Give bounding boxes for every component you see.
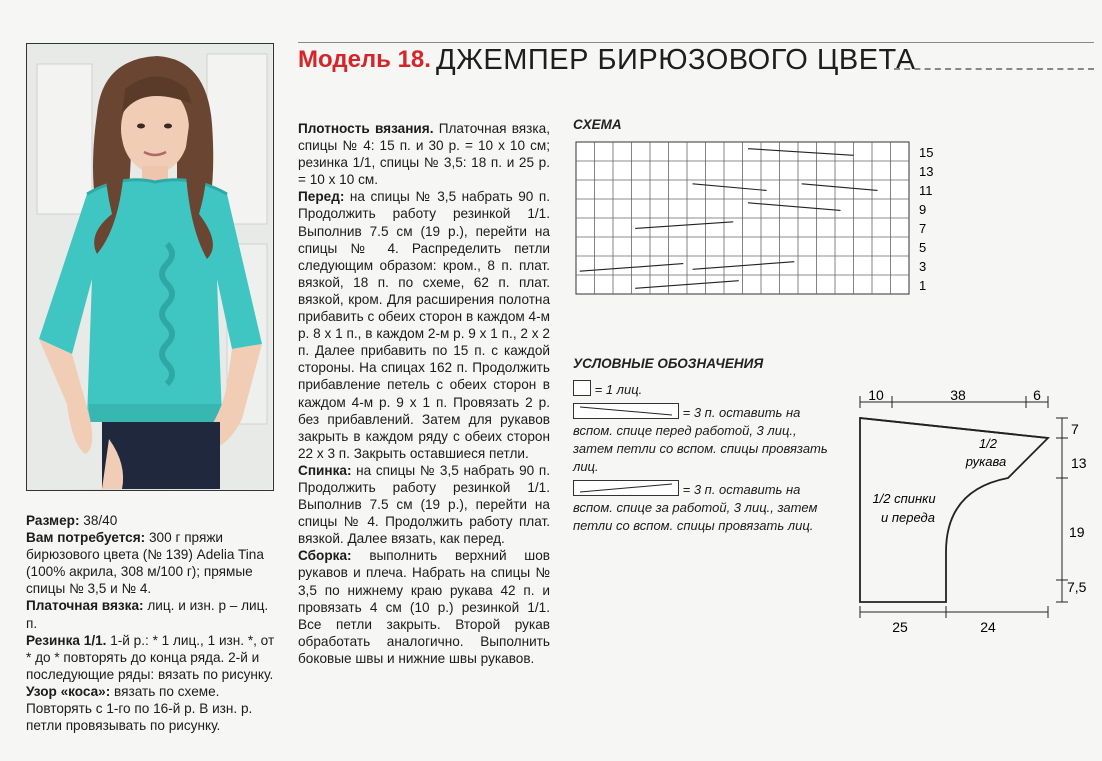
dim-right-3: 19 [1069, 524, 1085, 540]
legend-heading: УСЛОВНЫЕ ОБОЗНАЧЕНИЯ [573, 356, 764, 371]
back-value: на спицы № 3,5 набрать 90 п. Продолжить работу резинкой 1/1. Выполнив 7.5 см (19 р.), перейти на спицы № 4. Продолжить работу плат. вязкой. Далее вязать, как перед. [298, 462, 550, 547]
gauge-paragraph [298, 120, 550, 188]
back-label: Спинка: [298, 462, 352, 478]
pattern-diagram [848, 380, 1098, 640]
back-paragraph [298, 462, 550, 547]
cable-value: вязать по схеме. Повторять с 1-го по 16-й р. В изн. р. петли провязывать по рисунку. [26, 683, 253, 734]
knit-stitch-symbol [573, 380, 591, 396]
left-column [26, 512, 280, 734]
sleeve-label-fraction: 1/2 [978, 436, 998, 451]
legend-cable-back-text: = 3 п. оставить на вспом. спице за работой, 3 лиц., затем петли со вспом. спицы провязать лиц. [573, 482, 818, 533]
cable-chart [570, 138, 942, 300]
dim-right-4: 7,5 [1067, 579, 1087, 595]
dim-bottom-2: 24 [980, 619, 996, 635]
chart-row-labels [919, 145, 933, 293]
gauge-label: Плотность вязания. [298, 121, 434, 136]
chart-heading: СХЕМА [573, 117, 622, 132]
chart-row-label: 15 [919, 145, 934, 160]
front-value: на спицы № 3,5 набрать 90 п. Продолжить работу резинкой 1/1. Выполнив 7.5 см (19 р.), перейти на спицы № 4. Распределить петли следующим образом: кром., 8 п. плат. вязкой, 18 п. по схеме, 62 п. плат. вязкой, кром. Для расширения полотна прибавить с обеих сторон в каждом 4-м р. 8 х 1 п., в каждом 2-м р. 9 х 1 п., 2 х 2 п. Далее прибавить по 15 п. с каждой стороны. На спицах 162 п. Продолжить прибавление петель с обеих сторон в каждом 4-м р. 9 х 1 п. Провязать 2 р. без прибавлений. Затем для рукавов закрыть в каждом ряду с обеих сторон 22 х 3 п. Закрыть оставшиеся петли. [298, 189, 550, 461]
chart-row-label: 5 [919, 240, 927, 255]
size-value: 38/40 [83, 513, 118, 528]
legend-item-knit [573, 380, 833, 399]
rib-label: Резинка 1/1. [26, 632, 107, 648]
chart-row-label: 11 [919, 183, 933, 198]
size-label: Размер: [26, 513, 80, 528]
materials-label: Вам потребуется: [26, 530, 146, 546]
legend-knit-text: = 1 лиц. [594, 382, 643, 397]
chart-grid [576, 142, 909, 294]
cable-front-symbol [573, 403, 679, 419]
front-label: Перед: [298, 189, 345, 205]
middle-column [298, 120, 550, 667]
materials-value: 300 г пряжи бирюзового цвета (№ 139) Adelia Tina (100% акрила, 308 м/100 г); прямые спицы № 3,5 и № 4. [26, 530, 264, 597]
title-dash-line [894, 68, 1094, 70]
cable-label: Узор «коса»: [26, 683, 111, 699]
front-paragraph [298, 188, 550, 462]
title-rule [298, 42, 1094, 43]
model-photo [26, 43, 274, 491]
assembly-label: Сборка: [298, 548, 352, 564]
dim-top-1: 10 [868, 387, 884, 403]
model-number-text: Модель 18 [298, 46, 425, 73]
title-separator: . [424, 46, 431, 73]
cable-paragraph [26, 683, 280, 734]
stockinette-label: Платочная вязка: [26, 598, 144, 614]
rib-paragraph [26, 632, 280, 683]
dim-bottom-1: 25 [892, 619, 908, 635]
legend-cable-front-text: = 3 п. оставить на вспом. спице перед работой, 3 лиц., затем петли со вспом. спицы провязать лиц. [573, 405, 828, 474]
materials-paragraph [26, 529, 280, 597]
chart-row-label: 9 [919, 202, 927, 217]
stockinette-value: лиц. и изн. р – лиц. п. [26, 598, 269, 631]
body-label-text: и переда [881, 510, 935, 525]
dim-right-1: 7 [1071, 421, 1079, 437]
chart-row-label: 13 [919, 164, 934, 179]
chart-row-label: 3 [919, 259, 927, 274]
size-paragraph [26, 512, 280, 529]
chart-row-label: 1 [919, 278, 927, 293]
dim-top-2: 38 [950, 387, 966, 403]
dim-top-3: 6 [1033, 387, 1041, 403]
body-label-fraction: 1/2 спинки [872, 491, 936, 506]
model-photo-illustration [27, 44, 272, 489]
assembly-value: выполнить верхний шов рукавов и плеча. Набрать на спицы № 3,5 по нижнему краю рукава 42 п. и провязать 4 см (10 р.) резинкой 1/1. Все петли закрыть. Второй рукав обработать аналогично. Выполнить боковые швы и нижние швы рукавов. [298, 548, 550, 666]
legend-item-cable-front [573, 403, 833, 476]
dim-right-2: 13 [1071, 455, 1087, 471]
legend [573, 380, 833, 535]
legend-item-cable-back [573, 480, 833, 535]
chart-row-label: 7 [919, 221, 927, 236]
rib-value: 1-й р.: * 1 лиц., 1 изн. *, от * до * повторять до конца ряда. 2-й и последующие ряды: вязать по рисунку. [26, 632, 275, 682]
assembly-paragraph [298, 547, 550, 667]
page-title: ДЖЕМПЕР БИРЮЗОВОГО ЦВЕТА [436, 44, 916, 76]
cable-back-symbol [573, 480, 679, 496]
stockinette-paragraph [26, 597, 280, 631]
sleeve-label-text: рукава [965, 454, 1007, 469]
model-number [298, 46, 431, 74]
gauge-value: Платочная вязка, спицы № 4: 15 п. и 30 р. = 10 х 10 см; резинка 1/1, спицы № 3,5: 18 п. и 25 р. = 10 х 10 см. [298, 121, 550, 188]
